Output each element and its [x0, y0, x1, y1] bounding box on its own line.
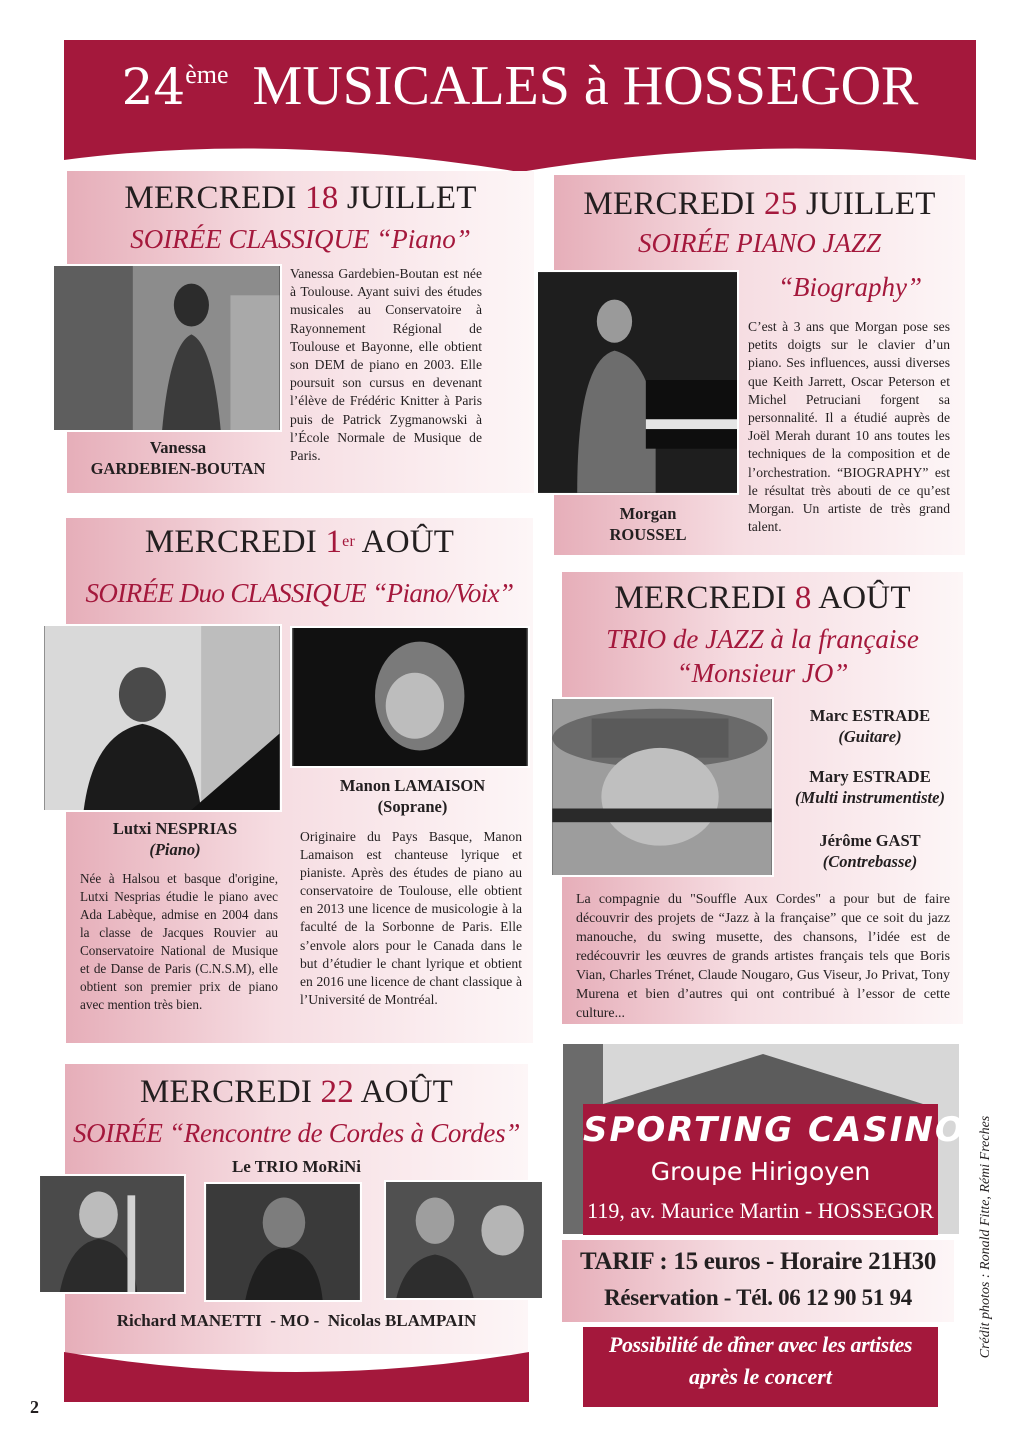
title-text: MUSICALES à HOSSEGOR [252, 55, 919, 117]
tarif-text: TARIF : 15 euros - Horaire 21H30 [579, 1248, 937, 1275]
event-4-date: 8 [794, 580, 812, 616]
event-2-artist-last: ROUSSEL [609, 525, 687, 544]
event-3-heading [66, 524, 533, 560]
event-3-subtitle: SOIRÉE Duo CLASSIQUE “Piano/Voix” [85, 578, 514, 608]
photo-richard-manetti [38, 1174, 186, 1294]
event-4-m2-name: Mary ESTRADE [809, 767, 931, 786]
clarinet-player-photo-icon [552, 699, 772, 875]
photo-credit: Crédit photos : Ronald Fitte, Rémi Freches [978, 1115, 993, 1359]
singer-manon-photo-icon [292, 628, 528, 766]
event-4-subtitle-1: TRIO de JAZZ à la française [606, 624, 919, 654]
event-2-artist [562, 503, 734, 545]
event-4-m3-role: (Contrebasse) [822, 852, 918, 871]
event-4-subtitle-2: “Monsieur JO” [676, 658, 849, 688]
event-1-day: MERCREDI [124, 180, 297, 216]
event-4-description: La compagnie du "Souffle Aux Cordes" a pour but de faire découvrir des projets de “Jazz à la française” que ce soit du jazz manouche, du swing musette, des chansons, l’idée est de redécouvrir les œuvres de grands artistes français tels que Boris Vian, Charles Trénet, Claude Nougaro, Gus Viseur, Jo Privat, Tony Murena et bien d’autres qui ont contribué à l’essor de cette culture... [576, 892, 950, 1021]
event-2-month: JUILLET [805, 186, 936, 222]
event-1-artist-first: Vanessa [149, 438, 207, 457]
header-banner [64, 40, 976, 172]
event-3-artist1-bio: Née à Halsou et basque d'origine, Lutxi Nesprias étudie le piano avec Ada Labèque, admise en 2004 dans la classe de Jacques Rouvier au Conservatoire National de Musique et de Danse de Paris (C.N.S.M), elle obtient son premier prix de piano avec mention très bien. [80, 871, 278, 1012]
event-3-artist2-role: (Soprane) [377, 797, 448, 816]
page-title [64, 54, 976, 118]
event-5-month: AOÛT [360, 1074, 454, 1110]
event-5-heading [65, 1074, 528, 1110]
event-4-musician-1 [780, 705, 960, 747]
event-3-day: MERCREDI [144, 524, 318, 560]
event-2-artist-first: Morgan [619, 504, 677, 523]
musician-photo-icon [386, 1182, 542, 1298]
event-2-date: 25 [764, 186, 798, 222]
event-5-group: Le TRIO MoRiNi [231, 1157, 362, 1176]
photo-vanessa [52, 264, 282, 432]
event-5-date: 22 [320, 1074, 354, 1110]
reservation-text: Réservation - Tél. 06 12 90 51 94 [604, 1285, 912, 1310]
event-4-m2-role: (Multi instrumentiste) [795, 788, 945, 807]
event-3-date-suffix: er [342, 533, 356, 550]
dinner-text-2: après le concert [689, 1364, 832, 1389]
event-1-month: JUILLET [346, 180, 477, 216]
event-3-date [325, 524, 355, 560]
event-1-bio: Vanessa Gardebien-Boutan est née à Toulouse. Ayant suivi des études musicales au Conservatoire à Rayonnement Régional de Toulouse et Bayonne, elle obtient son DEM de piano en 2003. Elle poursuit son cursus en devenant l’élève de Frédéric Knitter à Paris puis de Patrick Zygmanowski à l’École Normale de Musique de Paris. [290, 266, 482, 464]
event-2-heading [554, 186, 965, 222]
event-1-artist [68, 437, 288, 479]
title-ordinal-suffix: ème [185, 60, 229, 89]
dinner-text-1: Possibilité de dîner avec les artistes [608, 1332, 913, 1357]
event-4-month: AOÛT [818, 580, 911, 616]
event-2-subtitle: SOIRÉE PIANO JAZZ [638, 228, 881, 258]
event-3-artist2-name: Manon LAMAISON [339, 776, 486, 795]
page-number: 2 [30, 1397, 39, 1417]
event-1-subtitle: SOIRÉE CLASSIQUE “Piano” [130, 224, 471, 254]
venue-address: 119, av. Maurice Martin - HOSSEGOR [587, 1198, 934, 1223]
event-3-artist2-bio: Originaire du Pays Basque, Manon Lamaison est chanteuse lyrique et pianiste. Après des études de piano au conservatoire de Toulouse, elle obtient en 2013 une licence de musicologie à la faculté de la Sorbonne de Paris. Elle s’envole alors pour le Canada dans le but d’étudier le chant lyrique et obtient en 2016 une licence de chant classique à l’Université de Montréal. [300, 829, 522, 1007]
pianist-photo-icon [54, 266, 280, 430]
jazz-pianist-photo-icon [538, 272, 737, 493]
event-1-artist-last: GARDEBIEN-BOUTAN [90, 459, 266, 478]
event-4-heading [562, 580, 963, 616]
event-5-musicians: Richard MANETTI - MO - Nicolas BLAMPAIN [116, 1311, 477, 1330]
photo-nicolas-blampain [384, 1180, 544, 1300]
event-3-artist1-role: (Piano) [149, 840, 201, 859]
event-4-m1-role: (Guitare) [838, 727, 902, 746]
event-4-m1-name: Marc ESTRADE [809, 706, 931, 725]
event-4-m3-name: Jérôme GAST [819, 831, 921, 850]
guitarist-photo-icon [40, 1176, 184, 1292]
photo-manon [290, 626, 530, 768]
photo-lutxi [42, 624, 282, 812]
event-2-bio: C’est à 3 ans que Morgan pose ses petits doigts sur le clavier d’un piano. Ses influences, aussi diverses que Keith Jarrett, Oscar Peterson et Michel Petruciani forgent sa personnalité. Il a étudié auprès de Joël Merah durant 10 ans toutes les techniques de la composition et de l’orchestration. “BIOGRAPHY” est le résultat très abouti de ce qu’est Morgan. Un artiste de très grand talent. [748, 319, 950, 535]
event-3-artist1 [70, 818, 280, 860]
pianist-lutxi-photo-icon [44, 626, 280, 810]
event-4-musician-2 [775, 766, 965, 808]
photo-monsieur-jo [550, 697, 774, 877]
event-2-day: MERCREDI [583, 186, 756, 222]
event-4-day: MERCREDI [614, 580, 787, 616]
event-3-artist1-name: Lutxi NESPRIAS [112, 819, 238, 838]
venue-group: Groupe Hirigoyen [650, 1157, 871, 1186]
photo-morgan [536, 270, 739, 495]
event-1-date: 18 [305, 180, 339, 216]
event-3-date-number: 1 [325, 524, 343, 560]
event-5-subtitle: SOIRÉE “Rencontre de Cordes à Cordes” [72, 1118, 521, 1148]
event-4-musician-3 [780, 830, 960, 872]
title-ordinal: 24 [121, 58, 186, 116]
bottom-curve-shape [64, 1352, 529, 1402]
event-1-heading [67, 180, 534, 216]
event-3-month: AOÛT [361, 524, 455, 560]
event-5-day: MERCREDI [139, 1074, 313, 1110]
event-2-project: “Biography” [777, 272, 923, 302]
event-3-artist2 [300, 775, 525, 817]
photo-mo [204, 1182, 362, 1302]
venue-name: SPORTING CASINO [583, 1110, 966, 1150]
violinist-photo-icon [206, 1184, 360, 1300]
